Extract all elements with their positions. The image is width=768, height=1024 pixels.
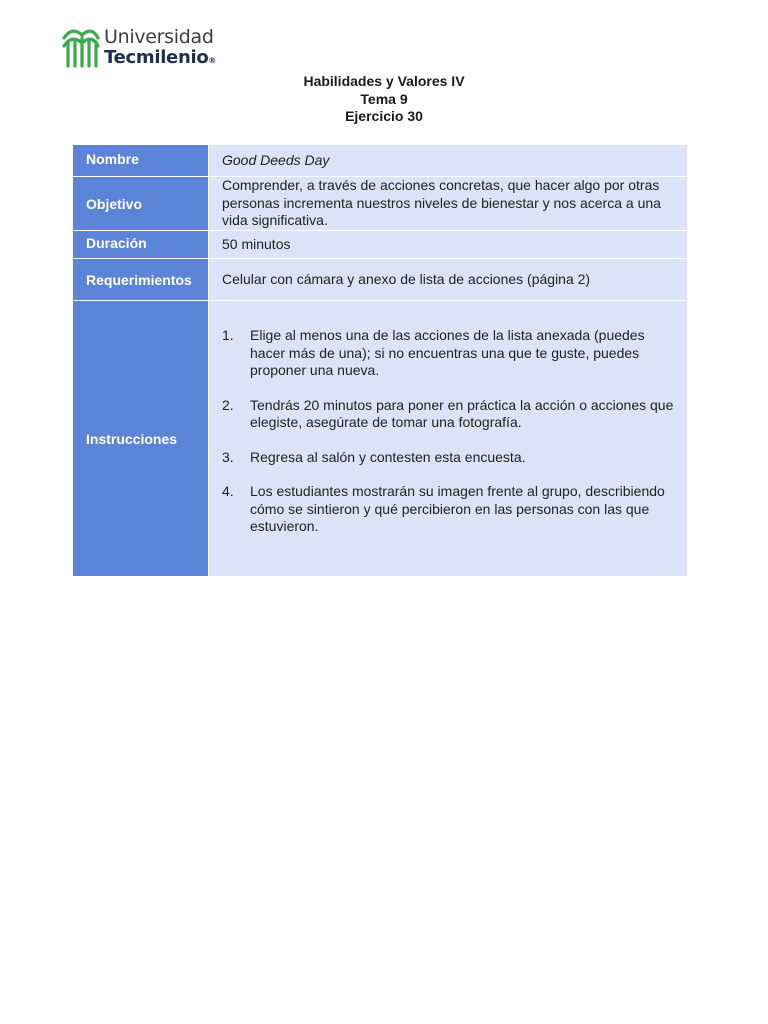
value-nombre: Good Deeds Day [209,145,688,177]
table-row-requerimientos [73,259,688,301]
label-objetivo: Objetivo [73,177,209,231]
label-duracion: Duración [73,231,209,259]
list-item-number: 4. [222,483,234,500]
university-logo [62,26,216,68]
list-item-text: Tendrás 20 minutos para poner en práctica la acción o acciones que elegiste, asegúrate de tomar una fotografía. [250,396,674,431]
list-item-number: 2. [222,396,234,413]
course-title: Habilidades y Valores IV [303,73,465,89]
registered-mark: ® [208,55,217,65]
tecmilenio-leaf-icon [62,26,100,68]
list-item-text: Regresa al salón y contesten esta encuesta. [250,448,526,465]
topic-title: Tema 9 [360,90,408,107]
value-requerimientos: Celular con cámara y anexo de lista de acciones (página 2) [209,259,688,301]
exercise-title: Ejercicio 30 [345,108,423,124]
list-item-text: Los estudiantes mostrarán su imagen frente al grupo, describiendo cómo se sintieron y qué percibieron en las personas con las que estuvieron. [250,483,665,535]
list-item [222,397,675,432]
label-requerimientos: Requerimientos [73,259,209,301]
table-row-objetivo [73,177,688,231]
value-duracion: 50 minutos [209,231,688,259]
logo-line-tecmilenio [104,46,217,68]
logo-tecmilenio-text: Tecmilenio [104,46,209,68]
list-item-number: 3. [222,448,234,465]
label-instrucciones: Instrucciones [73,301,209,577]
list-item [222,449,675,467]
label-nombre: Nombre [73,145,209,177]
table-row-duracion [73,231,688,259]
value-instrucciones [209,301,688,577]
list-item [222,327,675,380]
document-header [0,73,768,126]
instructions-list [222,327,675,550]
logo-line-universidad: Universidad [104,25,214,48]
list-item [222,483,675,536]
table-row-nombre [73,145,688,177]
activity-table [72,144,688,577]
list-item-text: Elige al menos una de las acciones de la lista anexada (puedes hacer más de una); si no encuentras una que te guste, puedes proponer una nueva. [250,327,645,379]
list-item-number: 1. [222,327,234,344]
table-row-instrucciones [73,301,688,577]
value-objetivo: Comprender, a través de acciones concretas, que hacer algo por otras personas incrementa nuestros niveles de bienestar y nos acerca a una vida significativa. [209,177,688,231]
